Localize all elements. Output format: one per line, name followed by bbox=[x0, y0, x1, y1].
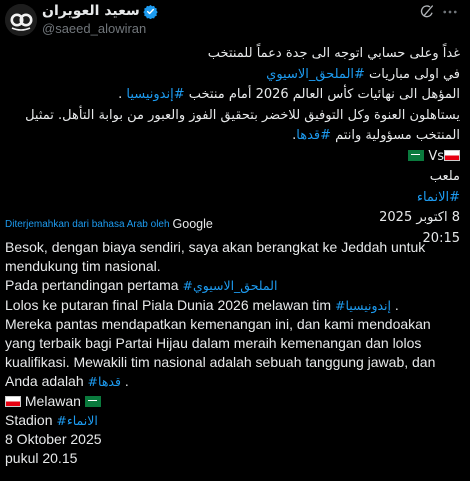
venue-hashtag-line bbox=[0, 188, 460, 209]
author-avatar[interactable] bbox=[5, 4, 37, 36]
hashtag-link[interactable]: #قدها bbox=[296, 128, 332, 143]
translation-text: . bbox=[120, 373, 129, 390]
tweet-line bbox=[0, 126, 460, 147]
hashtag-link[interactable]: #إندونيسيا bbox=[126, 87, 185, 102]
versus-line bbox=[0, 147, 460, 168]
google-logo: Google bbox=[172, 217, 213, 231]
hashtag-link[interactable]: #قدها bbox=[87, 374, 121, 390]
translation-attribution[interactable] bbox=[5, 217, 213, 231]
translation-attribution-text: Diterjemahkan dari bahasa Arab oleh bbox=[5, 218, 170, 230]
hashtag-link[interactable]: #الانماء bbox=[56, 412, 98, 428]
translation-date-line: 8 Oktober 2025 bbox=[5, 431, 102, 448]
translation-line bbox=[5, 276, 465, 295]
versus-text: Melawan bbox=[21, 392, 85, 409]
translation-line: mendukung tim nasional. bbox=[5, 258, 161, 275]
saudi-flag-icon bbox=[408, 150, 424, 161]
hashtag-link[interactable]: #الملحق_الاسيوي bbox=[182, 278, 278, 294]
translation-line bbox=[5, 296, 465, 315]
translation-text: Stadion bbox=[5, 411, 57, 428]
time-line: 20:15 bbox=[422, 230, 460, 246]
translation-line bbox=[5, 372, 465, 391]
venue-line: ملعب bbox=[429, 169, 460, 184]
tweet-text: المؤهل الى نهائيات كأس العالم 2026 أمام منتخب bbox=[184, 87, 460, 102]
translation-line: kualifikasi. Mewakili tim nasional adalah sebuah tanggung jawab, dan bbox=[5, 354, 436, 371]
indonesia-flag-icon bbox=[5, 396, 21, 407]
translation-line: yang terbaik bagi Partai Hijau dalam meraih kemenangan dan lolos bbox=[5, 335, 422, 352]
translation-versus-line bbox=[5, 392, 465, 411]
grok-icon[interactable] bbox=[419, 4, 435, 20]
translation-venue-line bbox=[5, 411, 465, 430]
translation-text: . bbox=[391, 296, 399, 313]
translation-line: Mereka pantas mendapatkan kemenangan ini, dan kami mendoakan bbox=[5, 315, 431, 332]
tweet-text: المنتخب مسؤولية وانتم bbox=[331, 128, 460, 143]
translation-line: Besok, dengan biaya sendiri, saya akan berangkat ke Jeddah untuk bbox=[5, 239, 426, 255]
tweet-text: في اولى مباريات bbox=[364, 66, 460, 82]
tweet-text-translation bbox=[5, 238, 465, 468]
author-name-row[interactable] bbox=[42, 3, 158, 19]
tweet-line bbox=[0, 85, 460, 106]
hashtag-link[interactable]: #إندونيسيا bbox=[334, 297, 392, 313]
tweet-text: . bbox=[118, 87, 127, 102]
author-display-name[interactable]: سعيد العويران bbox=[42, 3, 140, 19]
indonesia-flag-icon bbox=[444, 150, 460, 161]
tweet-text: . bbox=[292, 128, 297, 143]
translation-text: Pada pertandingan pertama bbox=[5, 277, 183, 294]
translation-text: Anda adalah bbox=[5, 373, 88, 390]
tweet-line bbox=[0, 65, 460, 86]
tweet-line: غداً وعلى حسابي اتوجه الى جدة دعماً للمنتخب bbox=[207, 46, 460, 61]
avatar-logo bbox=[5, 4, 37, 36]
verified-badge-icon bbox=[143, 4, 158, 19]
more-icon[interactable] bbox=[441, 3, 459, 21]
translation-text: Lolos ke putaran final Piala Dunia 2026 melawan tim bbox=[5, 296, 335, 313]
hashtag-link[interactable]: #الملحق_الاسيوي bbox=[266, 66, 365, 82]
versus-text: Vs bbox=[428, 148, 444, 164]
hashtag-link[interactable]: #الانماء bbox=[416, 189, 460, 205]
tweet-line: يستاهلون العنوة وكل التوفيق للاخضر بتحقيق الفوز والعبور من بوابة التأهل. تمثيل bbox=[25, 107, 460, 123]
saudi-flag-icon bbox=[85, 396, 101, 407]
translation-time-line: pukul 20.15 bbox=[5, 450, 78, 467]
author-handle[interactable]: @saeed_alowiran bbox=[42, 21, 147, 36]
date-line: 8 اكتوبر 2025 bbox=[379, 210, 460, 225]
